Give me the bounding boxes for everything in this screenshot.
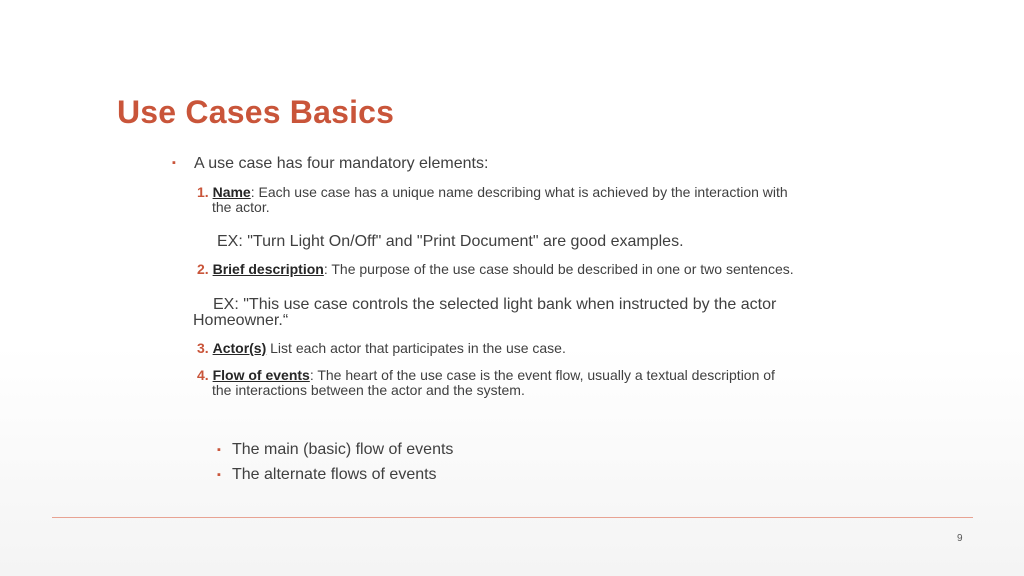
sub-bullet-main-flow: The main (basic) flow of events (232, 441, 454, 458)
item-text: List each actor that participates in the use case. (266, 340, 566, 356)
footer-divider (52, 517, 973, 518)
bullet-icon: ▪ (217, 469, 221, 481)
list-number: 3. (197, 340, 209, 356)
list-number: 2. (197, 261, 209, 277)
example-2-line-1: EX: "This use case controls the selected light bank when instructed by the actor (213, 296, 777, 313)
page-number: 9 (957, 533, 963, 544)
sub-bullet-alternate-flows: The alternate flows of events (232, 466, 437, 483)
term-brief-description: Brief description (212, 261, 324, 277)
term-name: Name (212, 184, 251, 200)
bullet-icon: ▪ (217, 444, 221, 456)
list-item-actors (197, 341, 837, 356)
list-item-brief-description (197, 262, 897, 277)
list-item-flow-of-events (197, 368, 837, 383)
item-text: : The heart of the use case is the event flow, usually a textual description of (309, 367, 775, 383)
item-text: : The purpose of the use case should be described in one or two sentences. (323, 261, 794, 277)
list-number: 4. (197, 367, 209, 383)
item-text-continued: the actor. (212, 199, 270, 215)
list-number: 1. (197, 184, 209, 200)
intro-text: A use case has four mandatory elements: (194, 155, 489, 172)
item-text-continued: the interactions between the actor and the system. (212, 382, 525, 398)
term-actors: Actor(s) (212, 340, 267, 356)
slide-title: Use Cases Basics (117, 94, 395, 130)
example-2-line-2: Homeowner.“ (193, 312, 289, 329)
example-1: EX: "Turn Light On/Off" and "Print Document" are good examples. (217, 233, 684, 250)
item-text: : Each use case has a unique name describing what is achieved by the interaction with (250, 184, 788, 200)
term-flow-of-events: Flow of events (212, 367, 310, 383)
list-item-name (197, 185, 837, 200)
bullet-icon: ▪ (172, 157, 176, 169)
